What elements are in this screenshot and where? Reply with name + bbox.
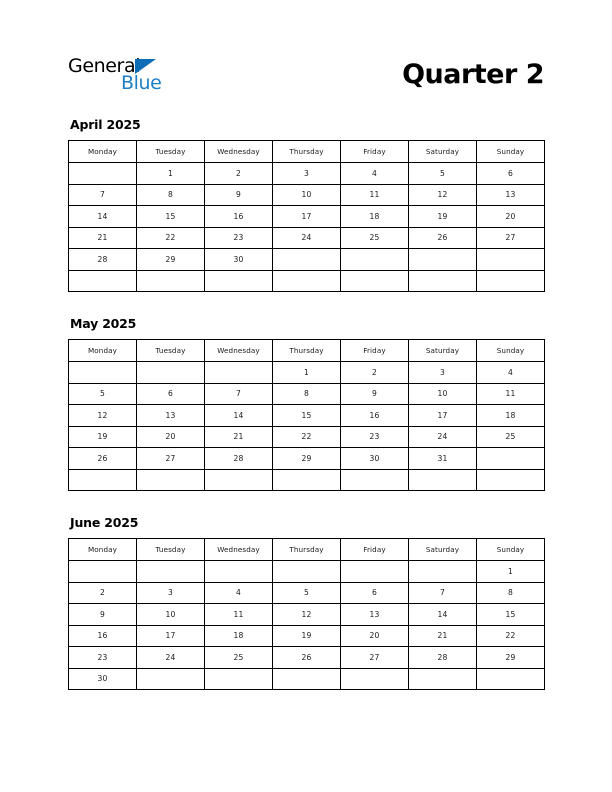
weekday-header-saturday: Saturday: [409, 539, 477, 561]
week-row: [69, 270, 545, 292]
day-cell[interactable]: [205, 469, 273, 491]
day-cell[interactable]: [69, 561, 137, 583]
day-cell[interactable]: 23: [69, 647, 137, 669]
week-row: [69, 163, 545, 185]
day-cell[interactable]: 8: [137, 184, 205, 206]
logo-text-general: General: [68, 55, 141, 77]
day-cell[interactable]: [69, 163, 137, 185]
day-cell[interactable]: 24: [137, 647, 205, 669]
day-cell[interactable]: 24: [273, 227, 341, 249]
day-cell[interactable]: 20: [137, 426, 205, 448]
weekday-header-wednesday: Wednesday: [205, 141, 273, 163]
day-cell[interactable]: 19: [69, 426, 137, 448]
week-row: [69, 582, 545, 604]
weekday-header-friday: Friday: [341, 539, 409, 561]
day-cell[interactable]: 5: [409, 163, 477, 185]
day-cell[interactable]: 22: [477, 625, 545, 647]
day-cell[interactable]: 7: [69, 184, 137, 206]
day-cell[interactable]: [273, 668, 341, 690]
day-cell[interactable]: 21: [69, 227, 137, 249]
week-row: [69, 561, 545, 583]
day-cell[interactable]: [409, 668, 477, 690]
day-cell[interactable]: 25: [477, 426, 545, 448]
day-cell[interactable]: 20: [477, 206, 545, 228]
weekday-header-saturday: Saturday: [409, 340, 477, 362]
day-cell[interactable]: 16: [341, 405, 409, 427]
calendar-table: [68, 538, 545, 690]
day-cell[interactable]: [137, 270, 205, 292]
day-cell[interactable]: 20: [341, 625, 409, 647]
day-cell[interactable]: 18: [477, 405, 545, 427]
day-cell[interactable]: 28: [69, 249, 137, 271]
day-cell[interactable]: [477, 668, 545, 690]
month-block-june: [68, 516, 544, 690]
day-cell[interactable]: [205, 270, 273, 292]
day-cell[interactable]: 2: [69, 582, 137, 604]
weekday-header-tuesday: Tuesday: [137, 539, 205, 561]
day-cell[interactable]: 21: [205, 426, 273, 448]
day-cell[interactable]: [477, 448, 545, 470]
day-cell[interactable]: 25: [205, 647, 273, 669]
day-cell[interactable]: [273, 270, 341, 292]
day-cell[interactable]: 29: [273, 448, 341, 470]
day-cell[interactable]: 5: [69, 383, 137, 405]
day-cell[interactable]: [273, 249, 341, 271]
calendar-table: [68, 339, 545, 491]
day-cell[interactable]: 22: [273, 426, 341, 448]
day-cell[interactable]: 18: [341, 206, 409, 228]
page-header: [68, 44, 544, 104]
day-cell[interactable]: [69, 270, 137, 292]
day-cell[interactable]: 29: [477, 647, 545, 669]
day-cell[interactable]: [69, 469, 137, 491]
day-cell[interactable]: 26: [409, 227, 477, 249]
weekday-header-row: [69, 539, 545, 561]
day-cell[interactable]: 9: [341, 383, 409, 405]
day-cell[interactable]: [69, 362, 137, 384]
day-cell[interactable]: 12: [69, 405, 137, 427]
day-cell[interactable]: 16: [205, 206, 273, 228]
day-cell[interactable]: 8: [273, 383, 341, 405]
day-cell[interactable]: 1: [273, 362, 341, 384]
day-cell[interactable]: [477, 270, 545, 292]
day-cell[interactable]: 15: [477, 604, 545, 626]
day-cell[interactable]: [341, 249, 409, 271]
day-cell[interactable]: 9: [69, 604, 137, 626]
day-cell[interactable]: 30: [341, 448, 409, 470]
weekday-header-thursday: Thursday: [273, 539, 341, 561]
weekday-header-sunday: Sunday: [477, 141, 545, 163]
day-cell[interactable]: [273, 561, 341, 583]
day-cell[interactable]: 14: [205, 405, 273, 427]
day-cell[interactable]: [137, 469, 205, 491]
day-cell[interactable]: 14: [409, 604, 477, 626]
day-cell[interactable]: 25: [341, 227, 409, 249]
day-cell[interactable]: [273, 469, 341, 491]
day-cell[interactable]: [477, 469, 545, 491]
page-title: Quarter 2: [402, 58, 544, 90]
weekday-header-thursday: Thursday: [273, 141, 341, 163]
day-cell[interactable]: 1: [477, 561, 545, 583]
day-cell[interactable]: [341, 561, 409, 583]
day-cell[interactable]: [409, 249, 477, 271]
weekday-header-wednesday: Wednesday: [205, 340, 273, 362]
day-cell[interactable]: 30: [69, 668, 137, 690]
day-cell[interactable]: [205, 561, 273, 583]
day-cell[interactable]: 13: [137, 405, 205, 427]
week-row: [69, 448, 545, 470]
day-cell[interactable]: 17: [137, 625, 205, 647]
week-row: [69, 668, 545, 690]
day-cell[interactable]: 15: [273, 405, 341, 427]
week-row: [69, 362, 545, 384]
day-cell[interactable]: 9: [205, 184, 273, 206]
day-cell[interactable]: 16: [69, 625, 137, 647]
day-cell[interactable]: 12: [409, 184, 477, 206]
day-cell[interactable]: 27: [341, 647, 409, 669]
day-cell[interactable]: [409, 469, 477, 491]
general-blue-logo: [68, 51, 186, 97]
day-cell[interactable]: 27: [137, 448, 205, 470]
day-cell[interactable]: [477, 249, 545, 271]
weekday-header-sunday: Sunday: [477, 340, 545, 362]
weekday-header-row: [69, 141, 545, 163]
day-cell[interactable]: 4: [341, 163, 409, 185]
weekday-header-tuesday: Tuesday: [137, 141, 205, 163]
day-cell[interactable]: 22: [137, 227, 205, 249]
day-cell[interactable]: 26: [69, 448, 137, 470]
weekday-header-row: [69, 340, 545, 362]
day-cell[interactable]: 7: [409, 582, 477, 604]
weekday-header-friday: Friday: [341, 340, 409, 362]
day-cell[interactable]: [137, 362, 205, 384]
weekday-header-friday: Friday: [341, 141, 409, 163]
day-cell[interactable]: 7: [205, 383, 273, 405]
day-cell[interactable]: 10: [273, 184, 341, 206]
week-row: [69, 469, 545, 491]
day-cell[interactable]: 19: [409, 206, 477, 228]
day-cell[interactable]: 30: [205, 249, 273, 271]
day-cell[interactable]: 3: [409, 362, 477, 384]
day-cell[interactable]: 13: [477, 184, 545, 206]
day-cell[interactable]: [409, 270, 477, 292]
weekday-header-wednesday: Wednesday: [205, 539, 273, 561]
weekday-header-monday: Monday: [69, 141, 137, 163]
day-cell[interactable]: 28: [205, 448, 273, 470]
day-cell[interactable]: [137, 668, 205, 690]
day-cell[interactable]: 15: [137, 206, 205, 228]
day-cell[interactable]: 19: [273, 625, 341, 647]
day-cell[interactable]: 21: [409, 625, 477, 647]
day-cell[interactable]: 4: [205, 582, 273, 604]
day-cell[interactable]: 14: [69, 206, 137, 228]
day-cell[interactable]: 12: [273, 604, 341, 626]
week-row: [69, 647, 545, 669]
day-cell[interactable]: [205, 668, 273, 690]
day-cell[interactable]: 6: [477, 163, 545, 185]
month-block-april: [68, 118, 544, 292]
week-row: [69, 206, 545, 228]
weekday-header-tuesday: Tuesday: [137, 340, 205, 362]
day-cell[interactable]: 3: [273, 163, 341, 185]
week-row: [69, 426, 545, 448]
weekday-header-thursday: Thursday: [273, 340, 341, 362]
day-cell[interactable]: 24: [409, 426, 477, 448]
week-row: [69, 405, 545, 427]
day-cell[interactable]: [341, 469, 409, 491]
day-cell[interactable]: 23: [341, 426, 409, 448]
logo-text-blue: Blue: [121, 72, 162, 94]
week-row: [69, 249, 545, 271]
day-cell[interactable]: 1: [137, 163, 205, 185]
day-cell[interactable]: 29: [137, 249, 205, 271]
day-cell[interactable]: 10: [137, 604, 205, 626]
week-row: [69, 184, 545, 206]
day-cell[interactable]: 5: [273, 582, 341, 604]
weekday-header-monday: Monday: [69, 340, 137, 362]
weekday-header-saturday: Saturday: [409, 141, 477, 163]
calendar-table: [68, 140, 545, 292]
day-cell[interactable]: 26: [273, 647, 341, 669]
week-row: [69, 625, 545, 647]
day-cell[interactable]: [137, 561, 205, 583]
day-cell[interactable]: 18: [205, 625, 273, 647]
day-cell[interactable]: 11: [341, 184, 409, 206]
week-row: [69, 383, 545, 405]
day-cell[interactable]: 11: [477, 383, 545, 405]
day-cell[interactable]: [205, 362, 273, 384]
month-block-may: [68, 317, 544, 491]
week-row: [69, 227, 545, 249]
day-cell[interactable]: 31: [409, 448, 477, 470]
weekday-header-monday: Monday: [69, 539, 137, 561]
day-cell[interactable]: [341, 668, 409, 690]
day-cell[interactable]: 2: [341, 362, 409, 384]
day-cell[interactable]: 27: [477, 227, 545, 249]
day-cell[interactable]: 13: [341, 604, 409, 626]
day-cell[interactable]: 6: [341, 582, 409, 604]
day-cell[interactable]: [341, 270, 409, 292]
day-cell[interactable]: 2: [205, 163, 273, 185]
month-title: April 2025: [70, 117, 141, 132]
day-cell[interactable]: 17: [273, 206, 341, 228]
month-title: May 2025: [70, 316, 137, 331]
day-cell[interactable]: 6: [137, 383, 205, 405]
week-row: [69, 604, 545, 626]
day-cell[interactable]: 10: [409, 383, 477, 405]
day-cell[interactable]: 3: [137, 582, 205, 604]
day-cell[interactable]: 17: [409, 405, 477, 427]
day-cell[interactable]: 11: [205, 604, 273, 626]
month-title: June 2025: [70, 515, 139, 530]
day-cell[interactable]: 28: [409, 647, 477, 669]
day-cell[interactable]: 4: [477, 362, 545, 384]
day-cell[interactable]: 8: [477, 582, 545, 604]
weekday-header-sunday: Sunday: [477, 539, 545, 561]
day-cell[interactable]: [409, 561, 477, 583]
day-cell[interactable]: 23: [205, 227, 273, 249]
